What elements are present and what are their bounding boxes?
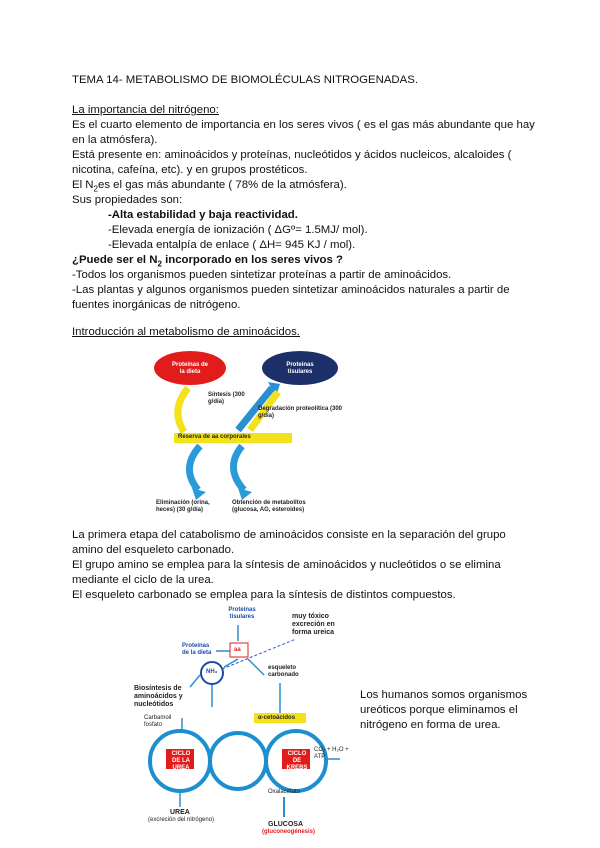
carbamoyl-label: Carbamoil fosfato [144, 715, 172, 728]
diet-proteins-label: Proteínas de la dieta [182, 643, 212, 656]
property-item: -Alta estabilidad y baja reactividad. [108, 209, 298, 221]
paragraph: mediante el ciclo de la urea. [72, 574, 214, 586]
elimination-label: Eliminación (orina, heces) (30 g/día) [156, 500, 210, 513]
answer: fuentes inorgánicas de nitrógeno. [72, 299, 241, 311]
paragraph: El esqueleto carbonado se emplea para la síntesis de distintos compuestos. [72, 589, 456, 601]
nh3-label: NH₃ [206, 669, 218, 675]
section-heading-nitrogen: La importancia del nitrógeno: [72, 104, 219, 116]
question: ¿Puede ser el $N_2$ incorporado en los seres vivos ? [72, 254, 343, 269]
paragraph: en la atmósfera). [72, 134, 158, 146]
reserve-label: Reserva de aa corporales [178, 434, 251, 440]
paragraph: Es el cuarto elemento de importancia en los seres vivos ( es el gas más abundante que hay [72, 119, 535, 131]
paragraph: nicotina, cafeína, etc). y en grupos prostéticos. [72, 164, 308, 176]
elimination-arrow [189, 446, 200, 490]
amino-acid-pool-diagram [150, 342, 350, 520]
skeleton-label: esqueleto carbonado [268, 665, 299, 678]
products-label: CO₂ + H₂O + ATP [314, 747, 349, 760]
nitrogen-fate-diagram [130, 603, 360, 843]
oxaloacetate-label: Oxalacetato [268, 789, 301, 795]
metabolites-arrow [233, 446, 244, 490]
middle-cycle-circle [210, 733, 266, 789]
page-title: TEMA 14- METABOLISMO DE BIOMOLÉCULAS NITROGENADAS. [72, 74, 419, 86]
paragraph: El grupo amino se emplea para la síntesis de aminoácidos y nucleótidos o se elimina [72, 559, 501, 571]
section-heading-amino-metabolism: Introducción al metabolismo de aminoácidos. [72, 326, 300, 338]
degradation-label: Degradación proteolítica (300 g/día) [258, 406, 343, 419]
paragraph: Sus propiedades son: [72, 194, 183, 206]
ketoacids-label: α-cetoácidos [258, 715, 296, 721]
urea-cycle-label: CICLO DE LA UREA [171, 751, 191, 771]
tissue-proteins-label: Proteínas tisulares [286, 362, 314, 375]
property-item: -Elevada energía de ionización ( ΔGº= 1.5MJ/ mol). [108, 224, 368, 236]
diet-proteins-label: Proteínas de la dieta [172, 362, 209, 375]
glucose-note: (gluconeogénesis) [262, 829, 316, 835]
property-item: -Elevada entalpía de enlace ( ΔH= 945 KJ / mol). [108, 239, 356, 251]
synthesis-label: Síntesis (300 g/día) [208, 392, 245, 405]
paragraph: Está presente en: aminoácidos y proteínas, nucleótidos y ácidos nucleicos, alcaloides ( [72, 149, 512, 161]
biosynthesis-label: Biosíntesis de aminoácidos y nucleótidos [134, 685, 183, 708]
answer: -Todos los organismos pueden sintetizar proteínas a partir de aminoácidos. [72, 269, 452, 281]
toxic-note: muy tóxico excreción en forma ureica [292, 613, 335, 636]
krebs-cycle-label: CICLO DE KREBS [286, 751, 308, 771]
paragraph: amino del esqueleto carbonado. [72, 544, 235, 556]
aa-label: aa [234, 647, 241, 653]
diet-arrow [178, 388, 188, 432]
paragraph: El $N_2es$ el gas más abundante ( 78% de la atmósfera). [72, 179, 347, 194]
answer: -Las plantas y algunos organismos pueden sintetizar aminoácidos naturales a partir de [72, 284, 510, 296]
paragraph: La primera etapa del catabolismo de aminoácidos consiste en la separación del grupo [72, 529, 506, 541]
side-note: Los humanos somos organismos ureóticos porque eliminamos el nitrógeno en forma de urea. [360, 689, 528, 731]
urea-label: UREA [170, 809, 190, 816]
metabolites-label: Obtención de metabolitos (glucosa, AG, esteroides) [232, 500, 306, 513]
urea-note: (excreción del nitrógeno) [148, 817, 215, 823]
glucose-label: GLUCOSA [268, 821, 303, 828]
tissue-proteins-label: Proteínas tisulares [228, 607, 256, 620]
